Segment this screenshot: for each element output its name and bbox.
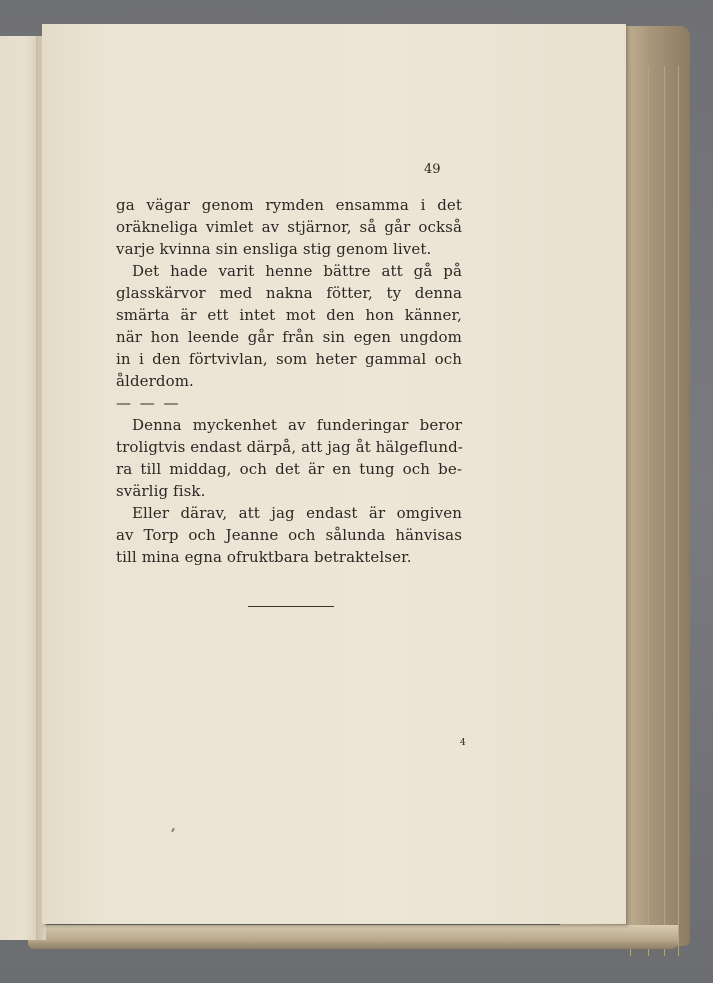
- text-line: Eller därav, att jag endast är omgiven: [132, 504, 462, 522]
- text-line: av Torp och Jeanne och sålunda hänvisas: [116, 526, 462, 544]
- text-line: troligtvis endast därpå, att jag åt hälgeflund-: [116, 438, 463, 456]
- text-line: varje kvinna sin ensliga stig genom livet.: [116, 240, 432, 258]
- text-line: smärta är ett intet mot den hon känner,: [116, 306, 462, 324]
- left-page: [0, 36, 41, 940]
- text-line: ga vägar genom rymden ensamma i det: [116, 196, 462, 214]
- text-line: svärlig fisk.: [116, 482, 206, 500]
- text-line: ålderdom.: [116, 372, 194, 390]
- text-line: ra till middag, och det är en tung och be-: [116, 460, 462, 478]
- text-line: oräkneliga vimlet av stjärnor, så går också: [116, 218, 462, 236]
- body-text: [116, 194, 462, 568]
- page-edge-line: [630, 66, 631, 956]
- text-line: Det hade varit henne bättre att gå på: [132, 262, 462, 280]
- signature-mark: 4: [460, 738, 466, 748]
- right-page: [42, 24, 626, 924]
- text-line: Denna myckenhet av funderingar beror: [132, 416, 462, 434]
- text-line: in i den förtvivlan, som heter gammal och: [116, 350, 462, 368]
- page-edge-line: [648, 66, 649, 956]
- page-edge-line: [678, 66, 679, 956]
- closing-rule: [248, 606, 334, 607]
- text-line: när hon leende går från sin egen ungdom: [116, 328, 462, 346]
- text-line: till mina egna ofruktbara betraktelser.: [116, 548, 412, 566]
- section-break: — — —: [116, 394, 181, 412]
- page-edges-bottom: [28, 925, 678, 949]
- page-number: 49: [424, 162, 441, 177]
- text-line: glasskärvor med nakna fötter, ty denna: [116, 284, 462, 302]
- paper-speck: [171, 828, 175, 832]
- page-edge-line: [664, 66, 665, 956]
